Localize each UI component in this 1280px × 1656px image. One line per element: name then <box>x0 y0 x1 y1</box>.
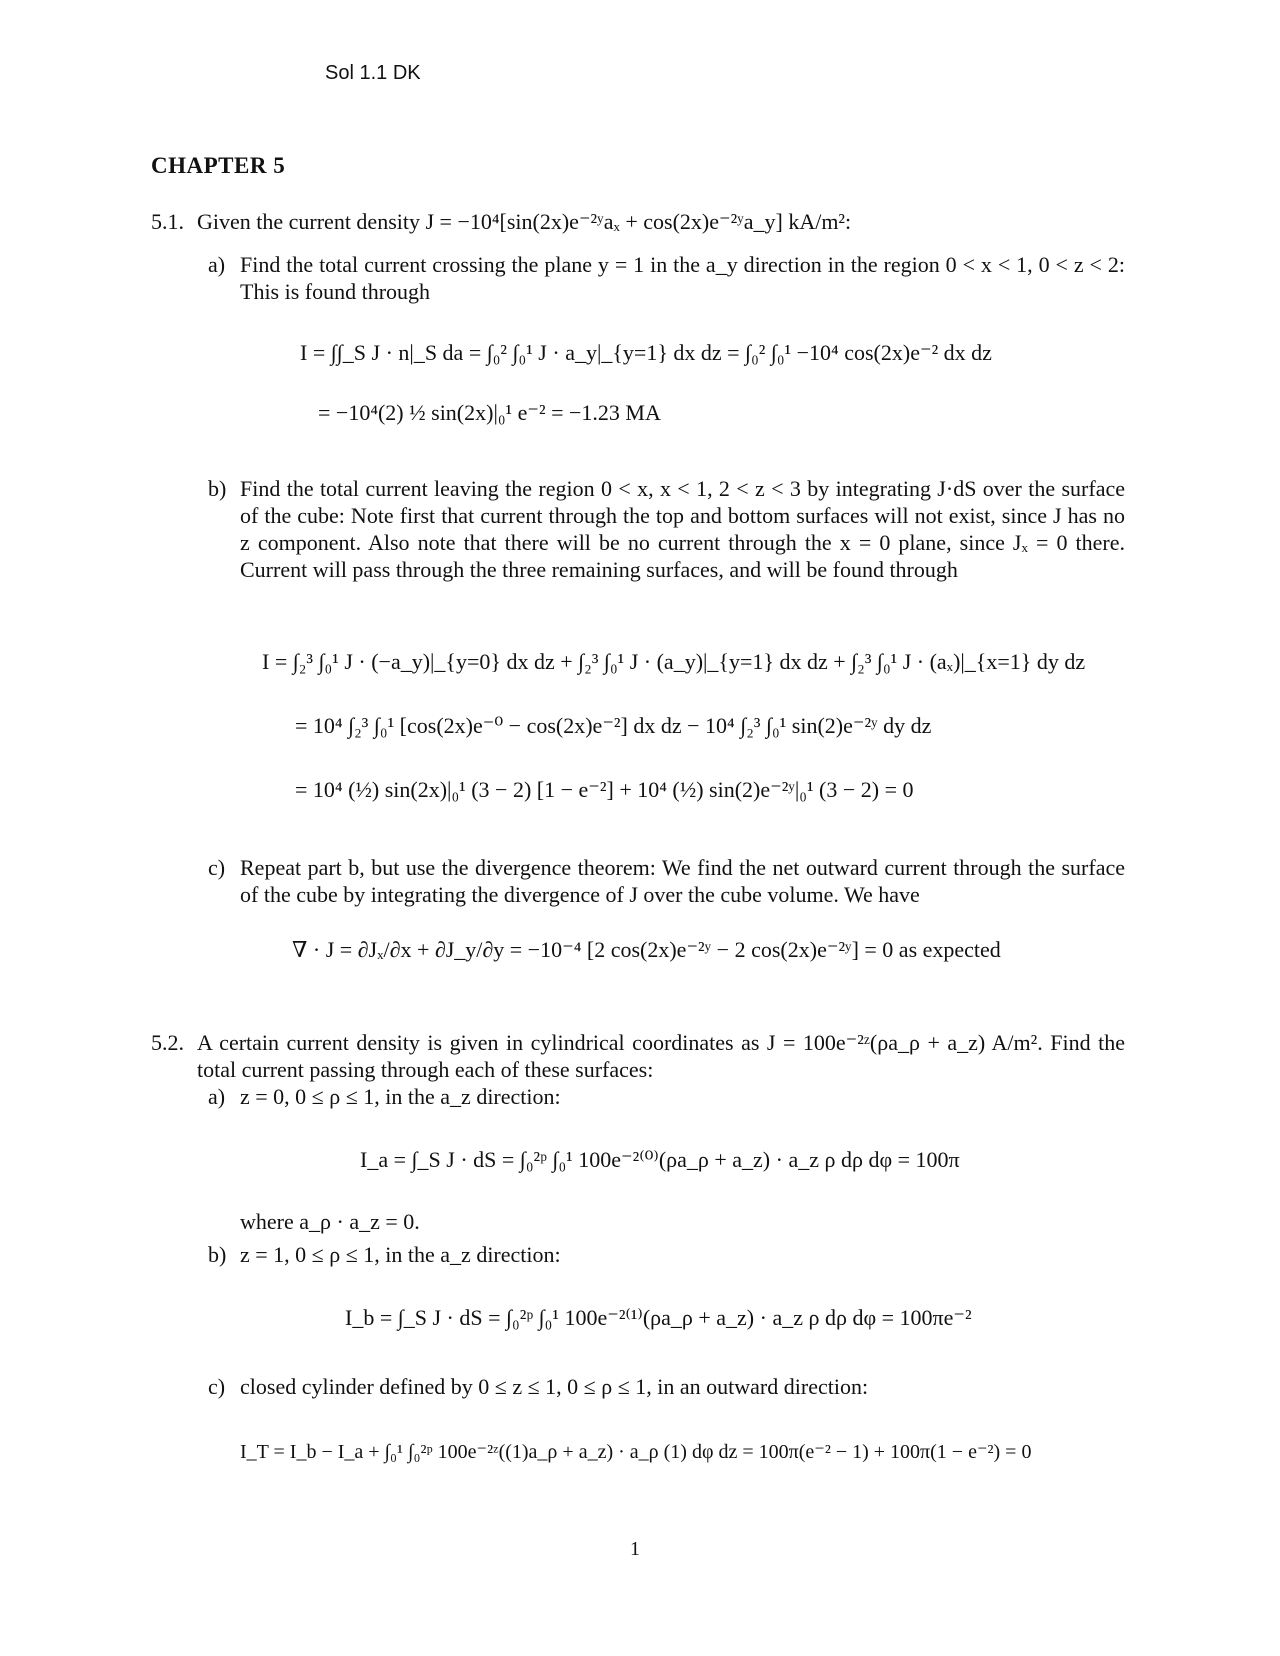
problem-number: 5.1. <box>151 209 184 234</box>
equation-line: I_b = ∫_S J · dS = ∫₀²ᵖ ∫₀¹ 100e⁻²⁽¹⁾(ρa_ρ + a_z) · a_z ρ dρ dφ = 100πe⁻² <box>345 1305 972 1330</box>
problem-statement: Given the current density J = −10⁴[sin(2x)e⁻²ʸaₓ + cos(2x)e⁻²ʸa_y] kA/m²: <box>197 209 852 234</box>
equation-line: I = ∫∫_S J · n|_S da = ∫₀² ∫₀¹ J · a_y|_{y=1} dx dz = ∫₀² ∫₀¹ −10⁴ cos(2x)e⁻² dx dz <box>300 340 992 365</box>
part-text: closed cylinder defined by 0 ≤ z ≤ 1, 0 ≤ ρ ≤ 1, in an outward direction: <box>240 1374 869 1399</box>
equation-line: I = ∫₂³ ∫₀¹ J · (−a_y)|_{y=0} dx dz + ∫₂³ ∫₀¹ J · (a_y)|_{y=1} dx dz + ∫₂³ ∫₀¹ J · (aₓ)|_{x=1} dy dz <box>262 649 1086 674</box>
page-number: 1 <box>630 1538 640 1560</box>
part-label: b) <box>208 1242 227 1267</box>
chapter-title: CHAPTER 5 <box>151 153 286 178</box>
equation-line: I_T = I_b − I_a + ∫₀¹ ∫₀²ᵖ 100e⁻²ᶻ((1)a_ρ + a_z) · a_ρ (1) dφ dz = 100π(e⁻² − 1) + 100π(1 − e⁻²) = 0 <box>240 1441 1032 1463</box>
equation-line: = 10⁴ ∫₂³ ∫₀¹ [cos(2x)e⁻⁰ − cos(2x)e⁻²] dx dz − 10⁴ ∫₂³ ∫₀¹ sin(2)e⁻²ʸ dy dz <box>295 713 932 738</box>
part-label: a) <box>208 252 226 277</box>
part-text: z = 1, 0 ≤ ρ ≤ 1, in the a_z direction: <box>240 1242 561 1267</box>
equation-line: I_a = ∫_S J · dS = ∫₀²ᵖ ∫₀¹ 100e⁻²⁽⁰⁾(ρa_ρ + a_z) · a_z ρ dρ dφ = 100π <box>360 1147 960 1172</box>
part-note: where a_ρ · a_z = 0. <box>240 1209 420 1234</box>
part-text: Find the total current leaving the region 0 < x, x < 1, 2 < z < 3 by integrating J·dS over the surface of the cube: Note first that current through the top and bottom surfaces will not exist, since J has no z component. Also note that there will be no current through the x = 0 plane, since Jₓ = 0 there. Current will pass through the three remaining surfaces, and will be found through <box>240 476 1125 582</box>
part-label: c) <box>208 855 226 880</box>
problem-statement: A certain current density is given in cylindrical coordinates as J = 100e⁻²ᶻ(ρa_ρ + a_z) A/m². Find the total current passing through each of these surfaces: <box>197 1030 1125 1082</box>
part-text: z = 0, 0 ≤ ρ ≤ 1, in the a_z direction: <box>240 1084 561 1109</box>
equation-line: ∇ · J = ∂Jₓ/∂x + ∂J_y/∂y = −10⁻⁴ [2 cos(2x)e⁻²ʸ − 2 cos(2x)e⁻²ʸ] = 0 as expected <box>292 937 1001 962</box>
equation-line: = 10⁴ (½) sin(2x)|₀¹ (3 − 2) [1 − e⁻²] + 10⁴ (½) sin(2)e⁻²ʸ|₀¹ (3 − 2) = 0 <box>295 777 914 802</box>
equation-line: = −10⁴(2) ½ sin(2x)|₀¹ e⁻² = −1.23 MA <box>318 400 661 425</box>
part-text: Find the total current crossing the plane y = 1 in the a_y direction in the region 0 < x < 1, 0 < z < 2: This is found through <box>240 252 1125 304</box>
part-text: Repeat part b, but use the divergence theorem: We find the net outward current through the surface of the cube by integrating the divergence of J over the cube volume. We have <box>240 855 1125 907</box>
part-label: c) <box>208 1374 226 1399</box>
problem-number: 5.2. <box>151 1030 184 1055</box>
part-label: a) <box>208 1084 226 1109</box>
part-label: b) <box>208 476 227 501</box>
page-header: Sol 1.1 DK <box>325 62 421 84</box>
